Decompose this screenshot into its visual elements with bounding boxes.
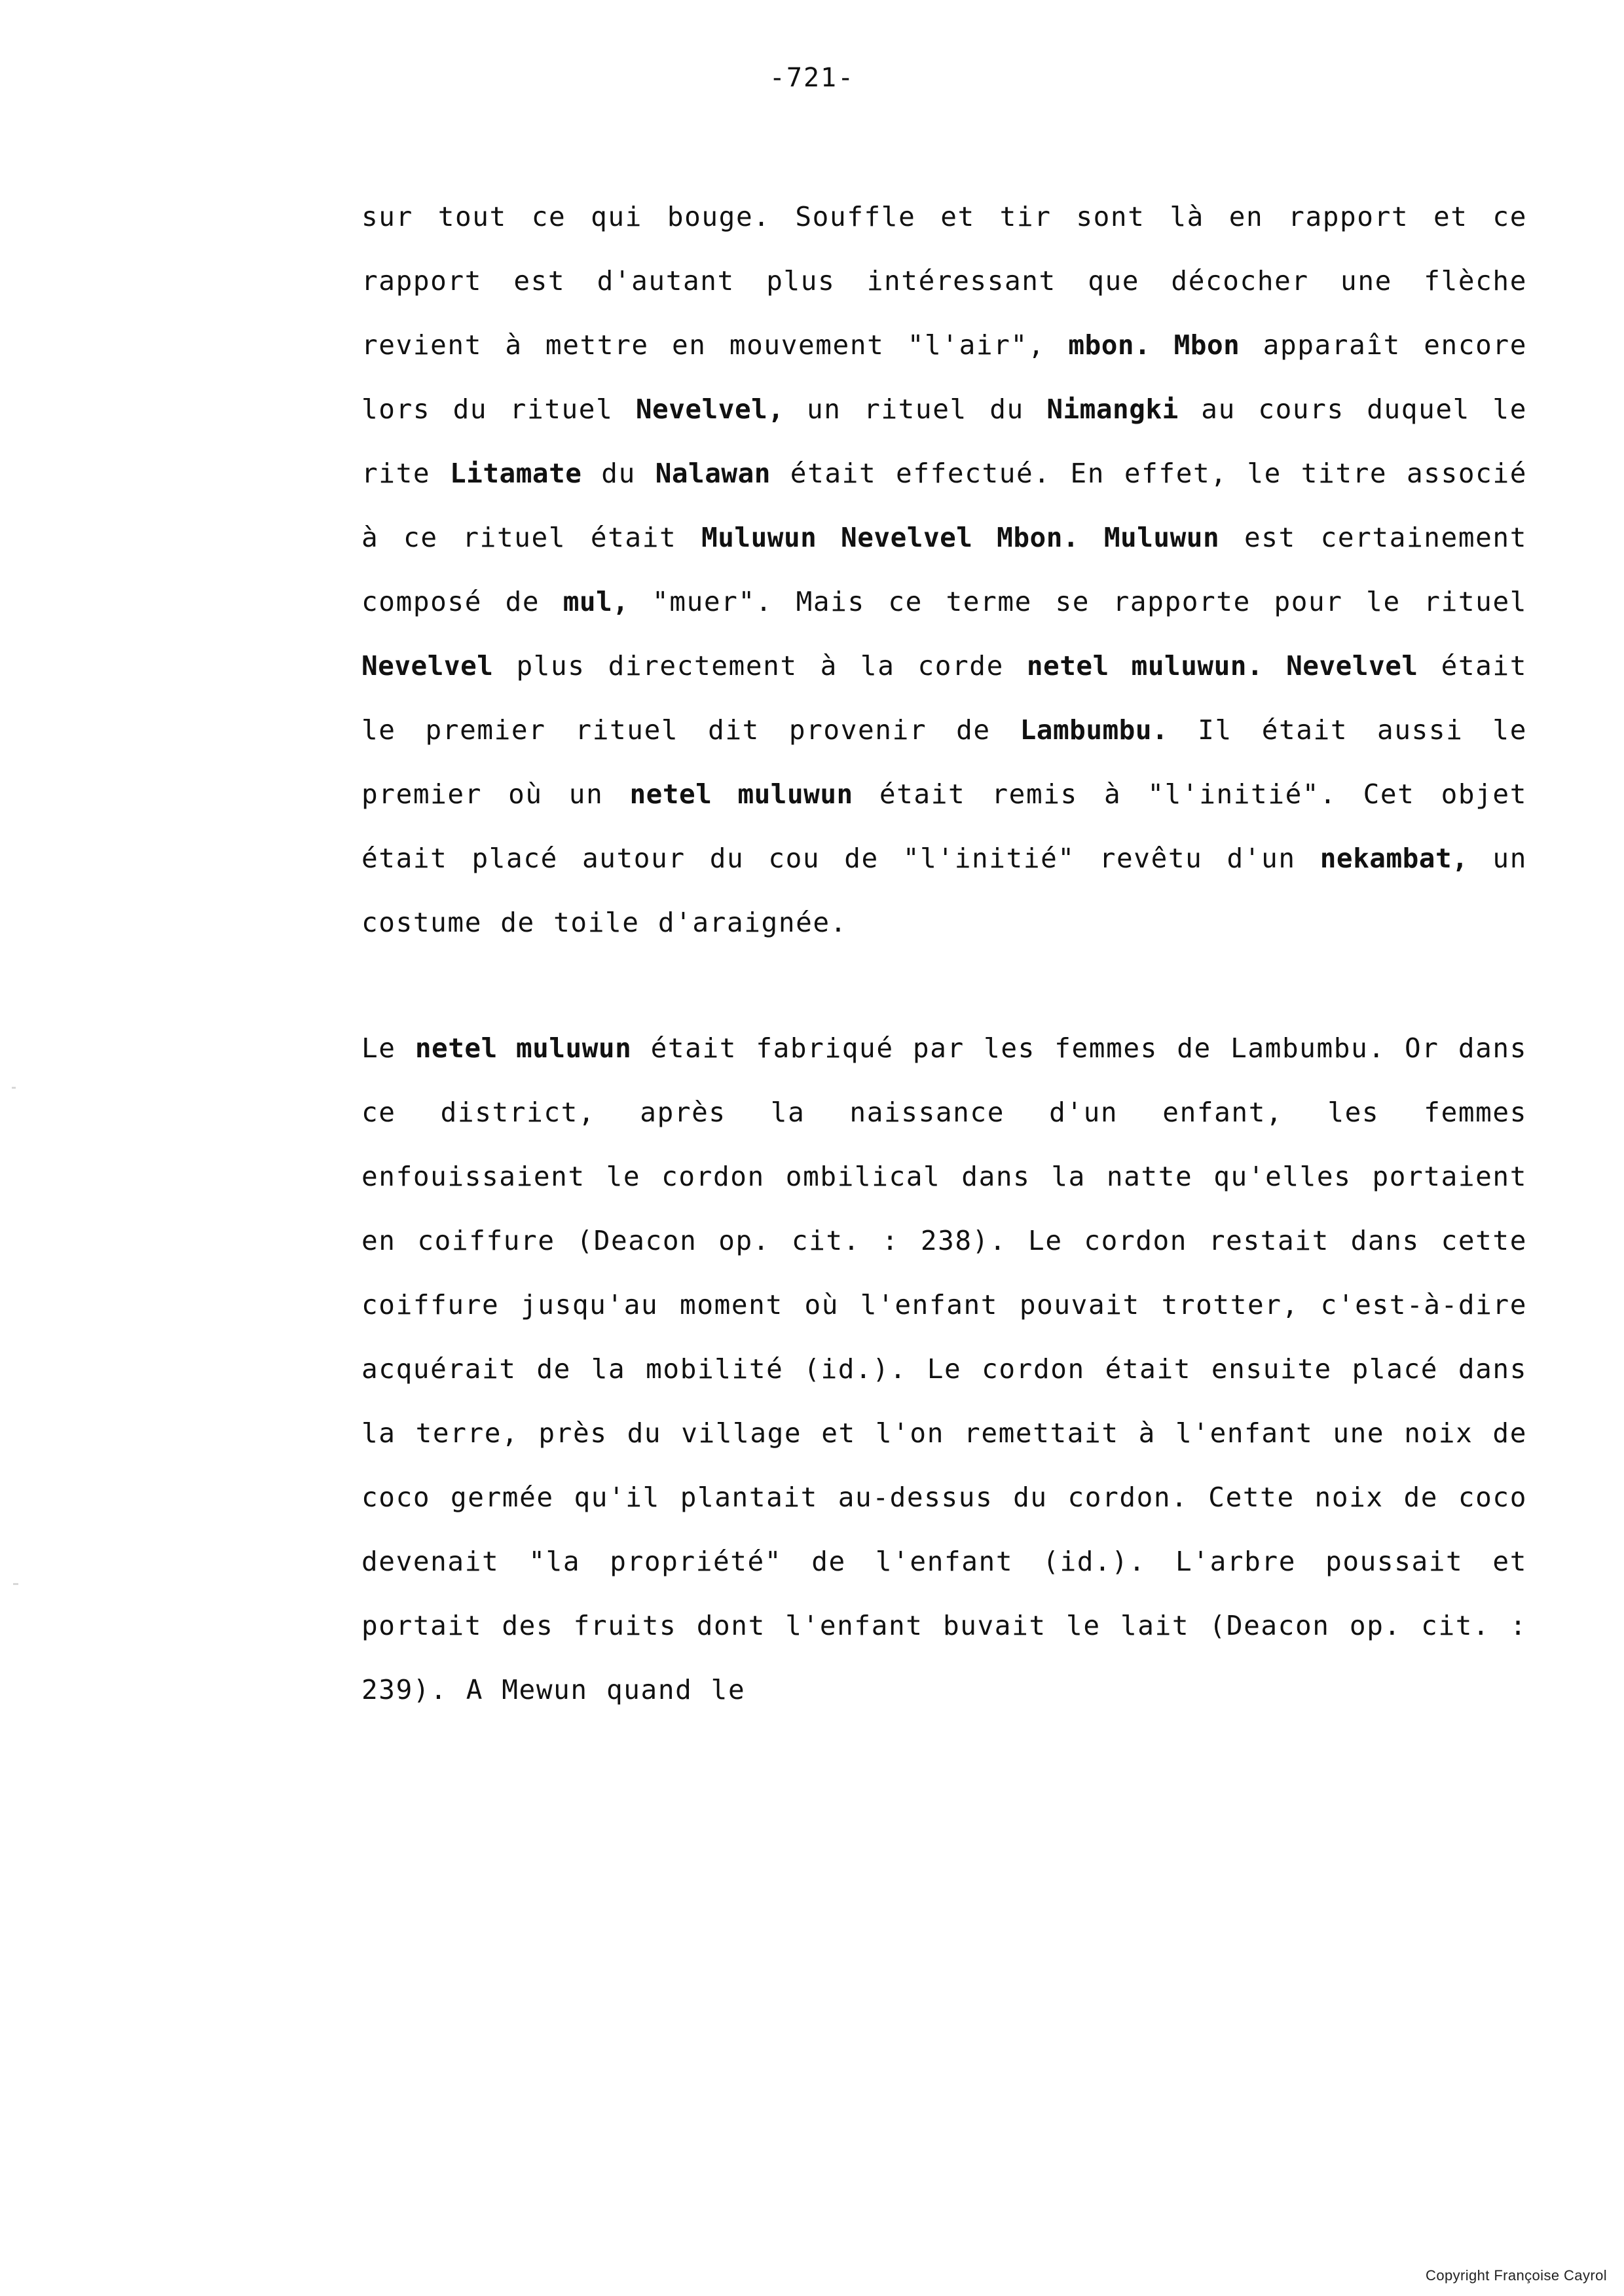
emphasized-term: Litamate: [449, 458, 582, 489]
scan-artifact: [13, 1583, 18, 1585]
emphasized-term: Nalawan: [655, 458, 771, 489]
emphasized-term: Nevelvel: [361, 650, 494, 682]
paragraph-1: sur tout ce qui bouge. Souffle et tir sont là en rapport et ce rapport est d'autant plus intéressant que décocher une flèche revient à mettre en mouvement "l'air", mbon. Mbon apparaît encore lors du rituel Nevelvel, un rituel du Nimangki au cours duquel le rite Litamate du Nalawan était effectué. En effet, le titre associé à ce rituel était Muluwun Nevelvel Mbon. Muluwun est certainement composé de mul, "muer". Mais ce terme se rapporte pour le rituel Nevelvel plus directement à la corde netel muluwun. Nevelvel était le premier rituel dit provenir de Lambumbu. Il était aussi le premier où un netel muluwun était remis à "l'initié". Cet objet était placé autour du cou de "l'initié" revêtu d'un nekambat, un costume de toile d'araignée.: [361, 201, 1528, 938]
paragraph-2: Le netel muluwun était fabriqué par les femmes de Lambumbu. Or dans ce district, après la naissance d'un enfant, les femmes enfouissaient le cordon ombilical dans la natte qu'elles portaient en coiffure (Deacon op. cit. : 238). Le cordon restait dans cette coiffure jusqu'au moment où l'enfant pouvait trotter, c'est-à-dire acquérait de la mobilité (id.). Le cordon était ensuite placé dans la terre, près du village et l'on remettait à l'enfant une noix de coco germée qu'il plantait au-dessus du cordon. Cette noix de coco devenait "la propriété" de l'enfant (id.). L'arbre poussait et portait des fruits dont l'enfant buvait le lait (Deacon op. cit. : 239). A Mewun quand le: [361, 1032, 1527, 1705]
emphasized-term: Muluwun Nevelvel Mbon.: [701, 522, 1080, 553]
scan-artifact: [12, 1087, 16, 1089]
copyright-notice: Copyright Françoise Cayrol: [1426, 2267, 1607, 2284]
emphasized-term: Lambumbu.: [1020, 714, 1169, 746]
emphasized-term: nekambat,: [1320, 843, 1469, 874]
emphasized-term: netel muluwun.: [1026, 650, 1264, 682]
emphasized-term: Nevelvel,: [635, 393, 784, 425]
page-number: -721-: [769, 63, 855, 93]
emphasized-term: Mbon: [1173, 329, 1240, 361]
emphasized-term: Muluwun: [1103, 522, 1220, 553]
emphasized-term: Nevelvel: [1286, 650, 1418, 682]
emphasized-term: netel muluwun: [415, 1032, 632, 1064]
emphasized-term: mbon.: [1068, 329, 1151, 361]
emphasized-term: Nimangki: [1046, 393, 1179, 425]
emphasized-term: mul,: [563, 586, 629, 617]
document-body: [361, 185, 1527, 1722]
emphasized-term: netel muluwun: [629, 778, 853, 810]
